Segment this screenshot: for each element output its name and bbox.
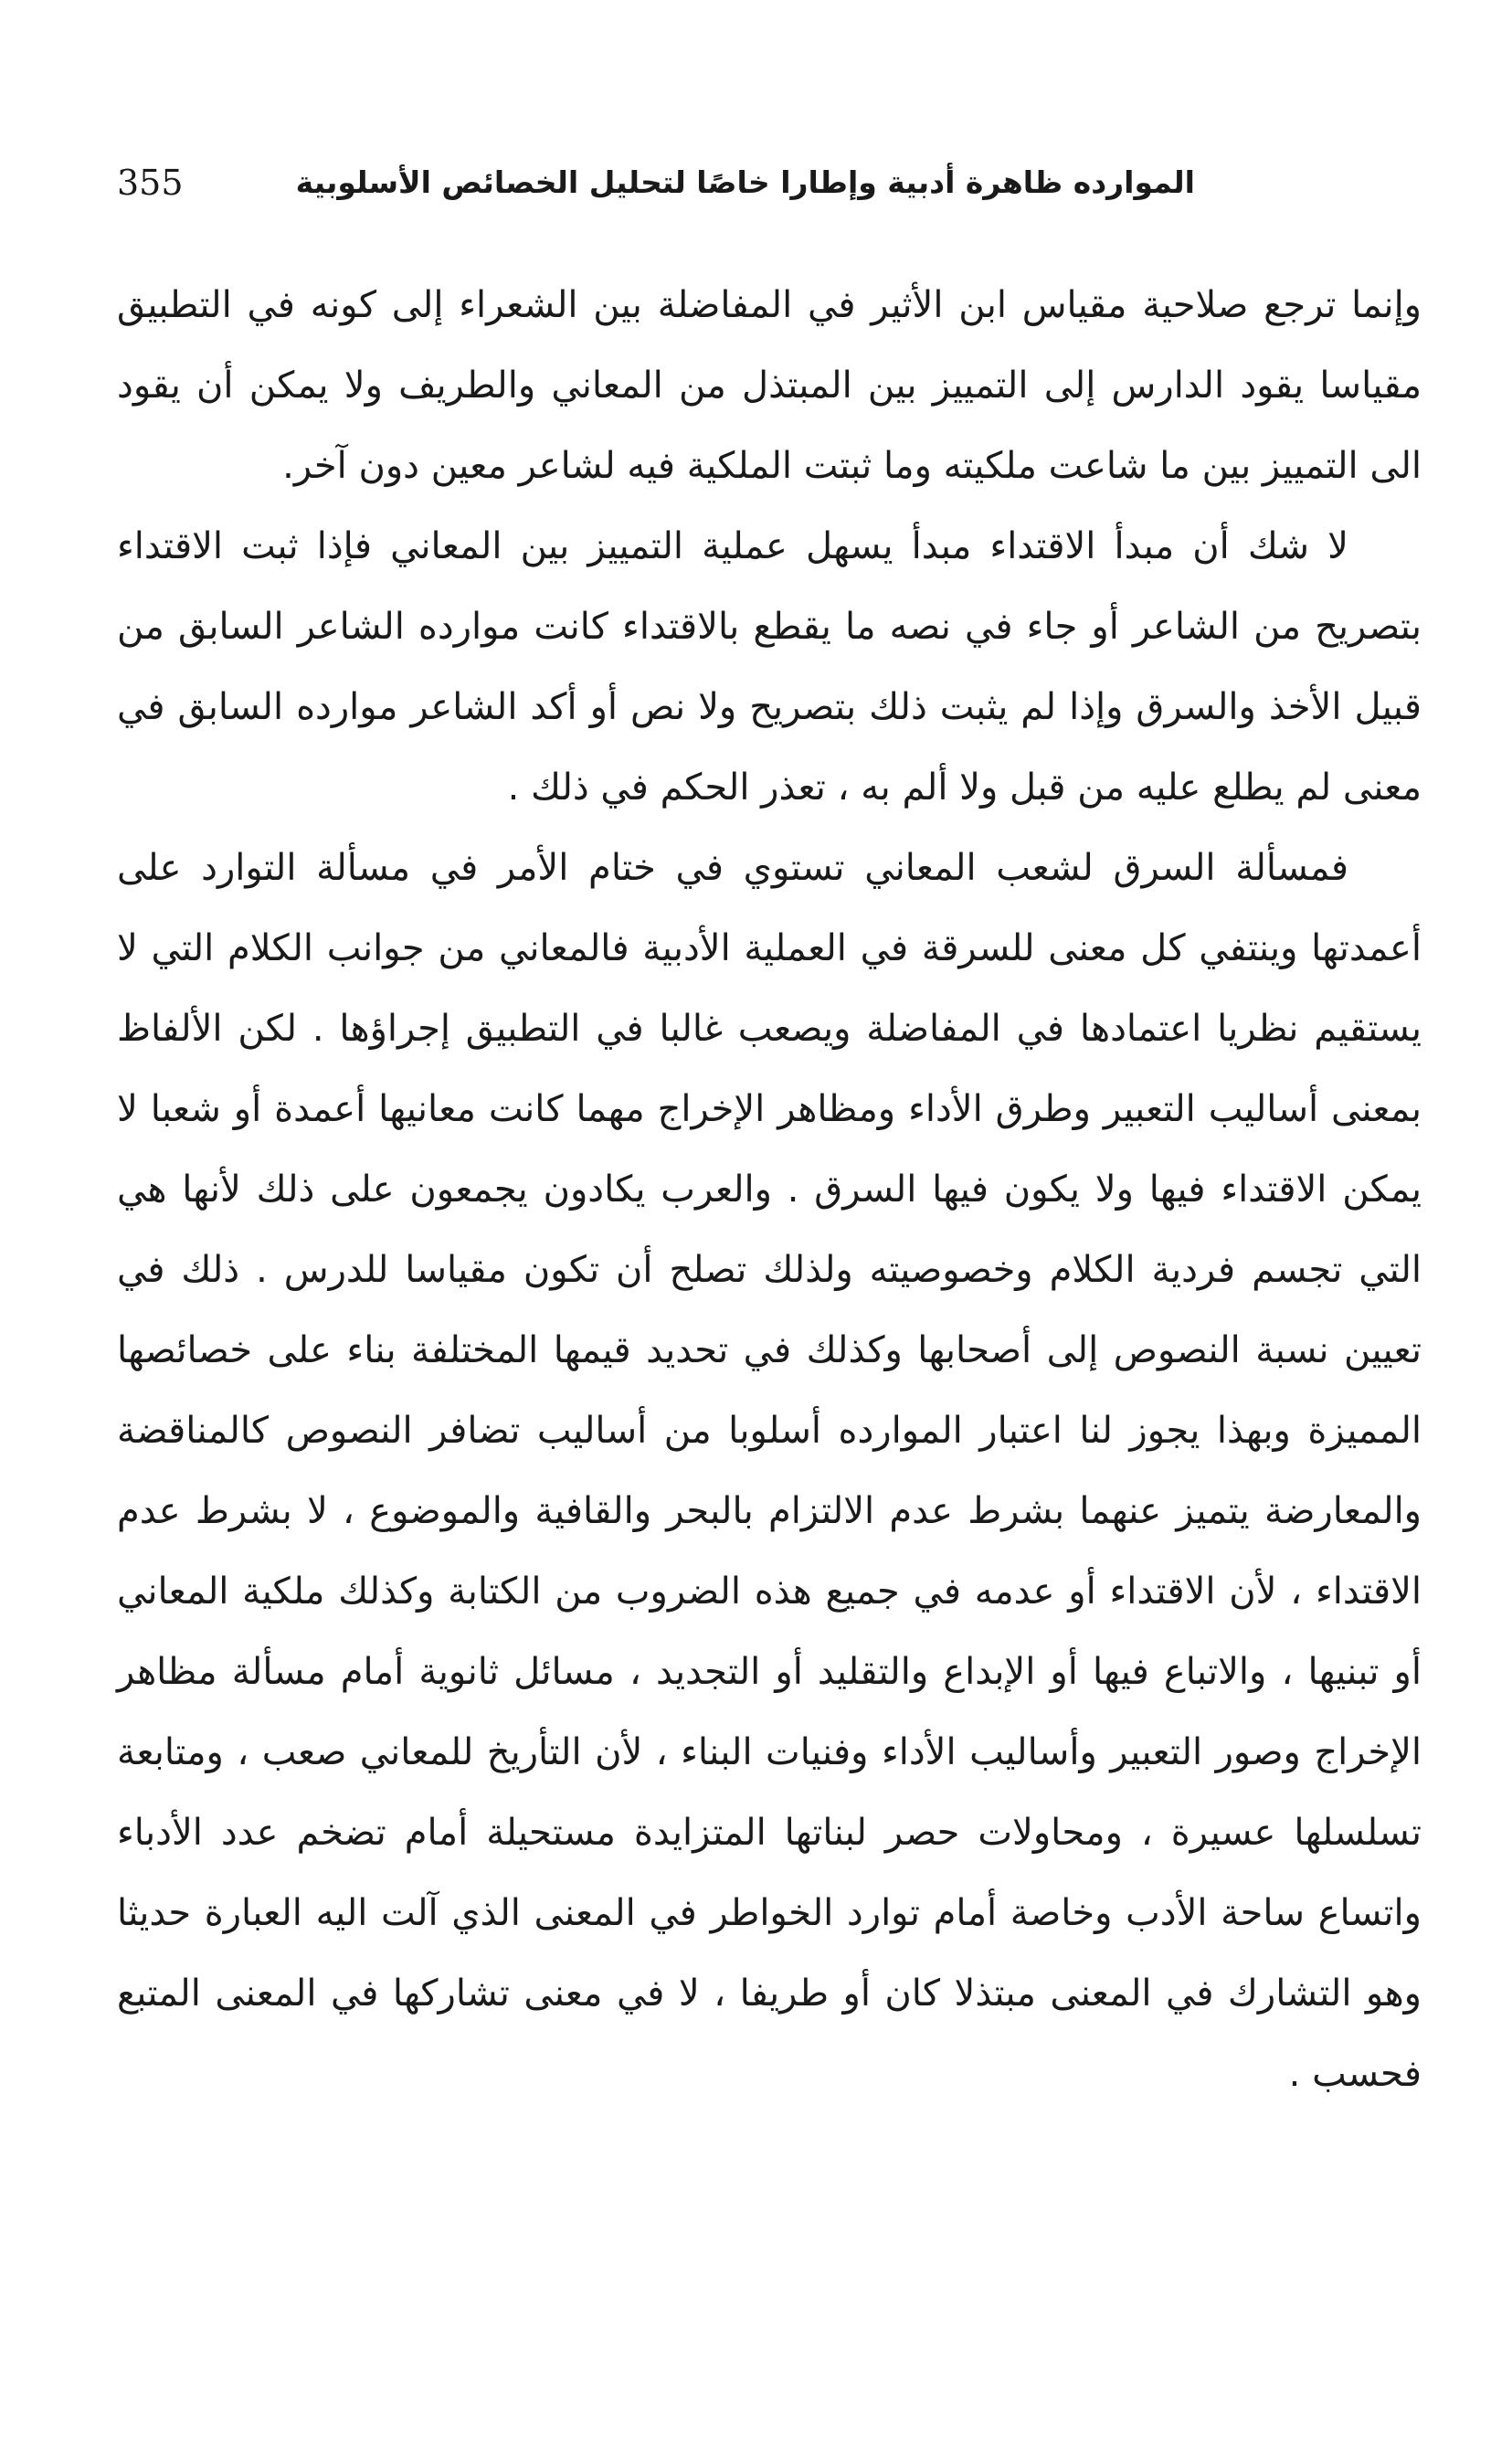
paragraph: لا شك أن مبدأ الاقتداء مبدأ يسهل عملية التمييز بين المعاني فإذا ثبت الاقتداء بتصريح من الشاعر أو جاء في نصه ما يقطع بالاقتداء كانت موارده الشاعر السابق من قبيل الأخذ والسرق وإذا لم يثبت ذلك بتصريح ولا نص أو أكد الشاعر موارده السابق في معنى لم يطلع عليه من قبل ولا ألم به ، تعذر الحكم في ذلك .: [117, 525, 1422, 809]
body-text: [117, 265, 1422, 2114]
running-title: الموارده ظاهرة أدبية وإطارا خاصًا لتحليل الخصائص الأسلوبية: [295, 164, 1195, 200]
paragraph: فمسألة السرق لشعب المعاني تستوي في ختام الأمر في مسألة التوارد على أعمدتها وينتفي كل معنى للسرقة في العملية الأدبية فالمعاني من جوانب الكلام التي لا يستقيم نظريا اعتمادها في المفاضلة ويصعب غالبا في التطبيق إجراؤها . لكن الألفاظ بمعنى أساليب التعبير وطرق الأداء ومظاهر الإخراج مهما كانت معانيها أعمدة أو شعبا لا يمكن الاقتداء فيها ولا يكون فيها السرق . والعرب يكادون يجمعون على ذلك لأنها هي التي تجسم فردية الكلام وخصوصيته ولذلك تصلح أن تكون مقياسا للدرس . ذلك في تعيين نسبة النصوص إلى أصحابها وكذلك في تحديد قيمها المختلفة بناء على خصائصها المميزة وبهذا يجوز لنا اعتبار الموارده أسلوبا من أساليب تضافر النصوص كالمناقضة والمعارضة يتميز عنهما بشرط عدم الالتزام بالبحر والقافية والموضوع ، لا بشرط عدم الاقتداء ، لأن الاقتداء أو عدمه في جميع هذه الضروب من الكتابة وكذلك ملكية المعاني أو تبنيها ، والاتباع فيها أو الإبداع والتقليد أو التجديد ، مسائل ثانوية أمام مسألة مظاهر الإخراج وصور التعبير وأساليب الأداء وفنيات البناء ، لأن التأريخ للمعاني صعب ، ومتابعة تسلسلها عسيرة ، ومحاولات حصر لبناتها المتزايدة مستحيلة أمام تضخم عدد الأدباء واتساع ساحة الأدب وخاصة أمام توارد الخواطر في المعنى الذي آلت اليه العبارة حديثا وهو التشارك في المعنى مبتذلا كان أو طريفا ، لا في معنى تشاركها في المعنى المتبع فحسب .: [117, 847, 1422, 2095]
running-header: [117, 155, 1195, 210]
page-number: 355: [117, 163, 184, 203]
paragraph: وإنما ترجع صلاحية مقياس ابن الأثير في المفاضلة بين الشعراء إلى كونه في التطبيق مقياسا يقود الدارس إلى التمييز بين المبتذل من المعاني والطريف ولا يمكن أن يقود الى التمييز بين ما شاعت ملكيته وما ثبتت الملكية فيه لشاعر معين دون آخر.: [117, 284, 1422, 487]
